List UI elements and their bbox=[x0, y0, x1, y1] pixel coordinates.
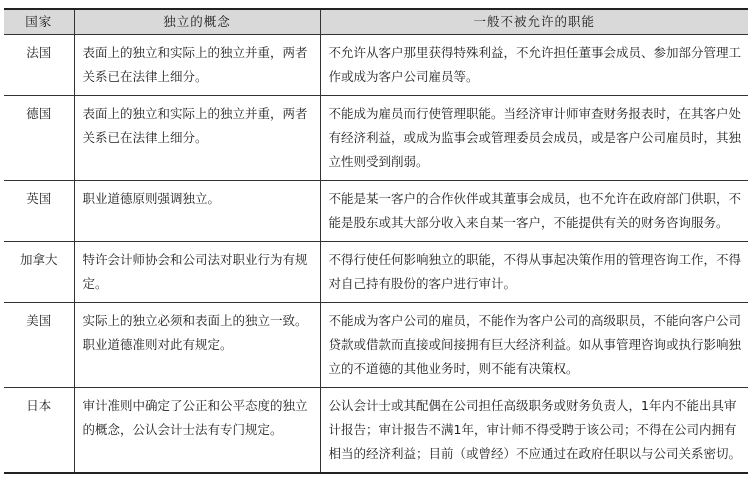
cell-duties: 不允许从客户那里获得特殊利益，不允许担任董事会成员、参加部分管理工作或成为客户公司雇员等。 bbox=[320, 35, 748, 96]
cell-country: 英国 bbox=[4, 181, 74, 242]
cell-concept: 审计准则中确定了公正和公平态度的独立的概念，公认会计士法有专门规定。 bbox=[74, 388, 320, 474]
cell-concept: 职业道德原则强调独立。 bbox=[74, 181, 320, 242]
cell-duties: 不得行使任何影响独立的职能，不得从事起决策作用的管理咨询工作，不得对自己持有股份的客户进行审计。 bbox=[320, 242, 748, 303]
cell-concept: 特许会计师协会和公司法对职业行为有规定。 bbox=[74, 242, 320, 303]
cell-country: 美国 bbox=[4, 303, 74, 388]
cell-duties: 不能成为雇员而行使管理职能。当经济审计师审查财务报表时，在其客户处有经济利益，或成为监事会或管理委员会成员，或是客户公司雇员时，其独立性则受到削弱。 bbox=[320, 96, 748, 181]
cell-duties: 不能成为客户公司的雇员，不能作为客户公司的高级职员，不能向客户公司贷款或借款而直接或间接拥有巨大经济利益。如从事管理咨询或执行影响独立的不道德的其他业务时，则不能有决策权。 bbox=[320, 303, 748, 388]
header-country: 国家 bbox=[4, 9, 74, 35]
header-duties: 一般不被允许的职能 bbox=[320, 9, 748, 35]
cell-country: 法国 bbox=[4, 35, 74, 96]
cell-concept: 表面上的独立和实际上的独立并重，两者关系已在法律上细分。 bbox=[74, 35, 320, 96]
table-row bbox=[4, 96, 748, 181]
cell-country: 德国 bbox=[4, 96, 74, 181]
table-row bbox=[4, 181, 748, 242]
cell-concept: 表面上的独立和实际上的独立并重，两者关系已在法律上细分。 bbox=[74, 96, 320, 181]
cell-duties: 公认会计士或其配偶在公司担任高级职务或财务负责人，1年内不能出具审计报告；审计报告不满1年，审计师不得受聘于该公司；不得在公司内拥有相当的经济利益；目前（或曾经）不应通过在政府任职以与公司关系密切。 bbox=[320, 388, 748, 474]
table-row bbox=[4, 242, 748, 303]
table-row bbox=[4, 388, 748, 474]
cell-country: 加拿大 bbox=[4, 242, 74, 303]
table-row bbox=[4, 35, 748, 96]
cell-concept: 实际上的独立必须和表面上的独立一致。职业道德准则对此有规定。 bbox=[74, 303, 320, 388]
table-body bbox=[4, 35, 748, 474]
cell-country: 日本 bbox=[4, 388, 74, 474]
table-row bbox=[4, 303, 748, 388]
table-header bbox=[4, 9, 748, 35]
header-concept: 独立的概念 bbox=[74, 9, 320, 35]
cell-duties: 不能是某一客户的合作伙伴或其董事会成员，也不允许在政府部门供职，不能是股东或其大部分收入来自某一客户，不能提供有关的财务咨询服务。 bbox=[320, 181, 748, 242]
header-row bbox=[4, 9, 748, 35]
comparison-table bbox=[4, 8, 748, 474]
